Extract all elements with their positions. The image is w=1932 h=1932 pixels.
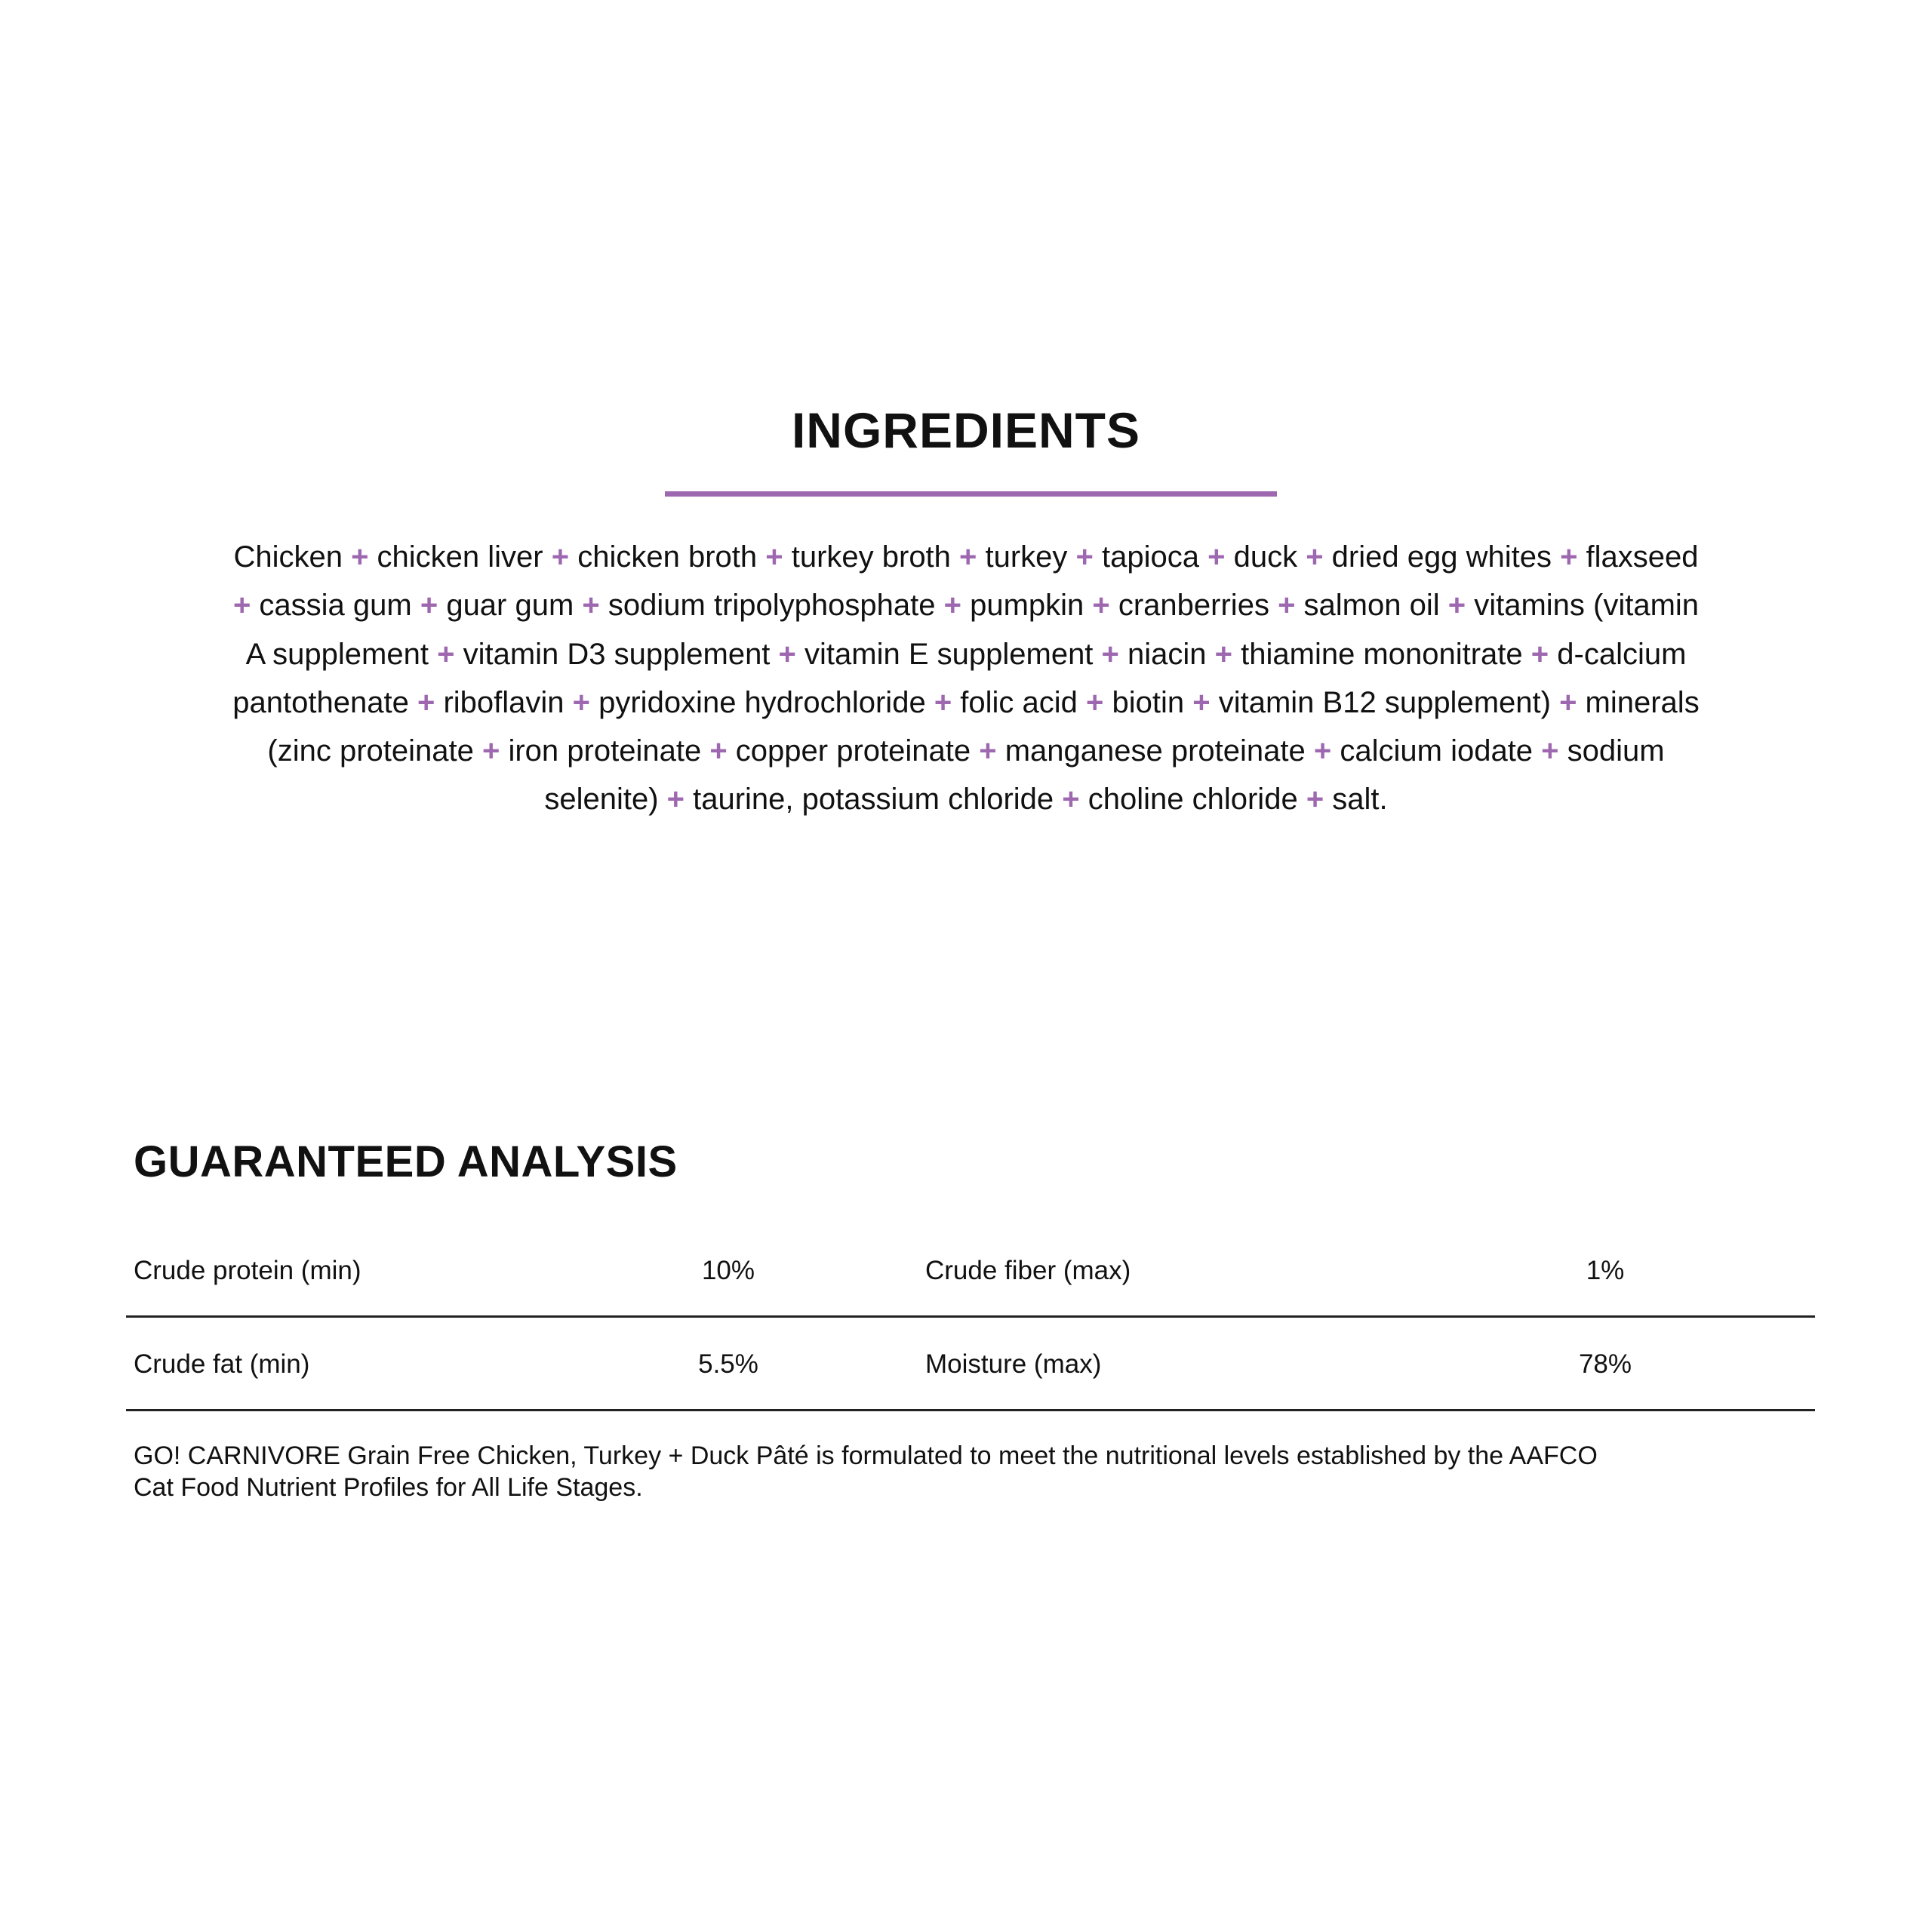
nutrient-value: 10% [701,1256,755,1285]
plus-separator-icon: + [979,734,997,768]
plus-separator-icon: + [1192,685,1211,719]
table-row [126,1318,1815,1411]
nutrient-value: 5.5% [698,1349,758,1379]
plus-separator-icon: + [959,540,977,574]
nutrient-label: Crude fat (min) [134,1349,310,1379]
ingredients-title: INGREDIENTS [791,402,1141,458]
plus-separator-icon: + [1086,685,1104,719]
ingredients-line: Chicken + chicken liver + chicken broth + turkey broth + turkey + tapioca + duck + dried egg whites + flaxseed [233,540,1699,574]
nutrient-label: Crude fiber (max) [925,1256,1131,1285]
plus-separator-icon: + [1541,734,1559,768]
title-underline-divider [665,491,1277,497]
plus-separator-icon: + [778,637,796,671]
plus-separator-icon: + [232,589,251,623]
nutrient-value: 1% [1586,1256,1625,1285]
plus-separator-icon: + [1278,589,1296,623]
plus-separator-icon: + [709,734,728,768]
plus-separator-icon: + [1075,540,1094,574]
plus-separator-icon: + [417,685,435,719]
plus-separator-icon: + [1306,783,1324,817]
plus-separator-icon: + [572,685,590,719]
ingredients-list [106,533,1826,824]
ingredients-line: + cassia gum + guar gum + sodium tripolyphosphate + pumpkin + cranberries + salmon oil + vitamins (vitamin [232,589,1700,623]
nutrient-label: Moisture (max) [925,1349,1102,1379]
nutrient-label: Crude protein (min) [134,1256,361,1285]
plus-separator-icon: + [1062,783,1080,817]
plus-separator-icon: + [934,685,952,719]
plus-separator-icon: + [1531,637,1549,671]
plus-separator-icon: + [666,783,685,817]
aafco-statement-line: Cat Food Nutrient Profiles for All Life Stages. [134,1473,643,1502]
ingredients-line: A supplement + vitamin D3 supplement + vitamin E supplement + niacin + thiamine mononitrate + d-calcium [245,637,1687,671]
analysis-table [126,1224,1815,1411]
plus-separator-icon: + [351,540,369,574]
plus-separator-icon: + [1101,637,1119,671]
guaranteed-analysis-title: GUARANTEED ANALYSIS [134,1137,678,1186]
nutrient-value: 78% [1578,1349,1632,1379]
ingredients-line: pantothenate + riboflavin + pyridoxine hydrochloride + folic acid + biotin + vitamin B12 supplement) + minerals [232,685,1700,719]
plus-separator-icon: + [1313,734,1332,768]
plus-separator-icon: + [1447,589,1466,623]
aafco-statement-line: GO! CARNIVORE Grain Free Chicken, Turkey + Duck Pâté is formulated to meet the nutritional levels established by the AAFCO [134,1441,1598,1470]
plus-separator-icon: + [1092,589,1110,623]
plus-separator-icon: + [551,540,570,574]
plus-separator-icon: + [1560,540,1578,574]
plus-separator-icon: + [437,637,455,671]
aafco-statement [134,1440,1824,1503]
plus-separator-icon: + [943,589,961,623]
ingredients-line: selenite) + taurine, potassium chloride + choline chloride + salt. [544,783,1388,817]
plus-separator-icon: + [1559,685,1577,719]
plus-separator-icon: + [482,734,500,768]
plus-separator-icon: + [582,589,600,623]
plus-separator-icon: + [765,540,783,574]
plus-separator-icon: + [1214,637,1233,671]
plus-separator-icon: + [420,589,438,623]
ingredients-line: (zinc proteinate + iron proteinate + copper proteinate + manganese proteinate + calcium iodate + sodium [267,734,1665,768]
plus-separator-icon: + [1208,540,1226,574]
table-row [126,1224,1815,1318]
plus-separator-icon: + [1306,540,1324,574]
